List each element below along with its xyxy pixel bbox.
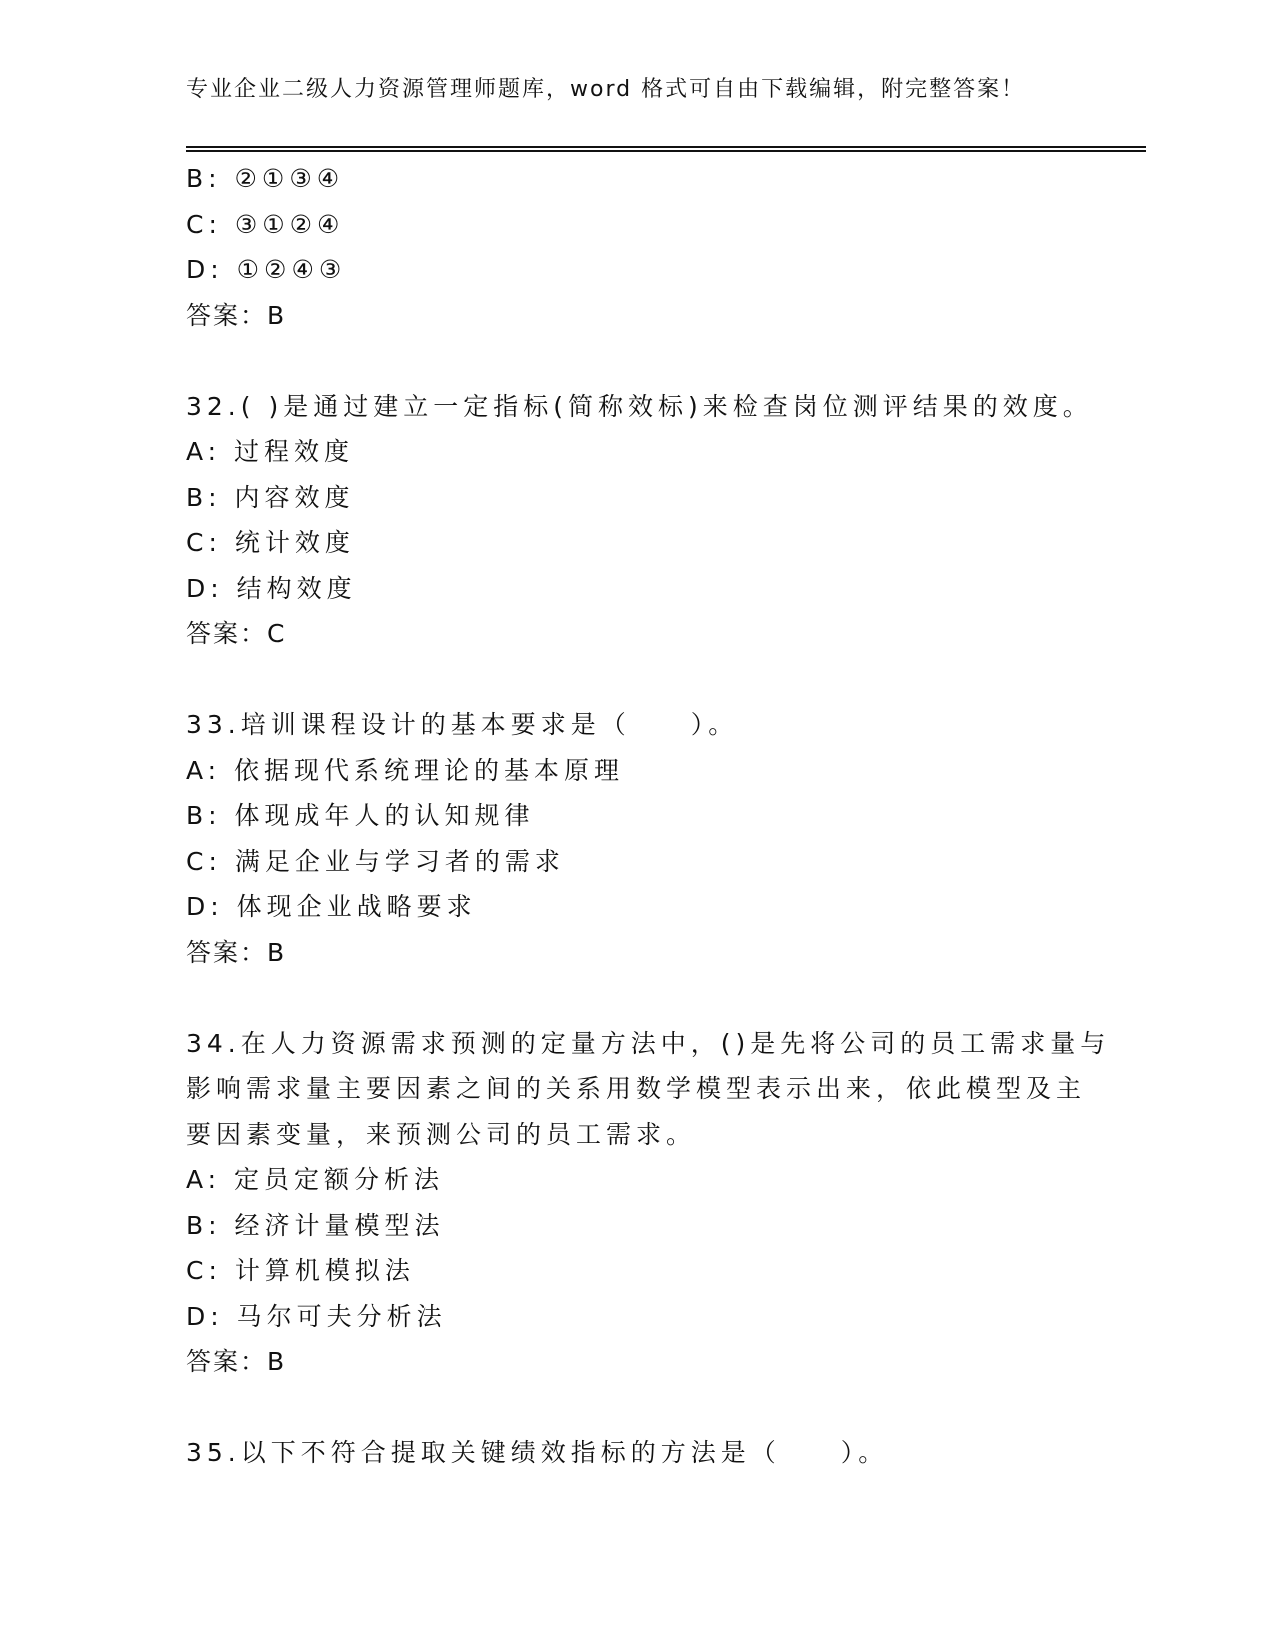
option-c: C: ③①②④: [186, 209, 345, 239]
question-33: [186, 702, 1086, 975]
option-b: B: 经济计量模型法: [186, 1210, 445, 1240]
question-31-continued: [186, 156, 1086, 338]
document-body: [186, 156, 1111, 1476]
question-34: [186, 1021, 1111, 1385]
option-a: A: 过程效度: [186, 437, 355, 466]
question-stem-line-3: 要因素变量，来预测公司的员工需求。: [186, 1119, 697, 1149]
question-stem: 33.培训课程设计的基本要求是（ ）。: [186, 710, 739, 739]
option-a: A: 依据现代系统理论的基本原理: [186, 755, 625, 785]
spacer: [186, 1385, 1086, 1431]
option-c: C: 计算机模拟法: [186, 1256, 415, 1285]
option-d: D: 结构效度: [186, 573, 357, 603]
page-header: 专业企业二级人力资源管理师题库，word 格式可自由下载编辑，附完整答案！: [186, 77, 1026, 102]
question-stem: 32.( )是通过建立一定指标(简称效标)来检查岗位测评结果的效度。: [186, 391, 1093, 421]
option-d: D: 体现企业战略要求: [186, 892, 477, 921]
option-d: D: 马尔可夫分析法: [186, 1301, 447, 1331]
answer-line: 答案：C: [186, 619, 287, 648]
answer-line: 答案：B: [186, 1347, 287, 1376]
question-stem-line-1: 34.在人力资源需求预测的定量方法中，()是先将公司的员工需求量与: [186, 1028, 1111, 1058]
option-b: B: 体现成年人的认知规律: [186, 801, 535, 830]
option-c: C: 统计效度: [186, 528, 355, 557]
option-b: B: ②①③④: [186, 164, 345, 193]
option-a: A: 定员定额分析法: [186, 1165, 445, 1194]
spacer: [186, 338, 1086, 384]
option-d: D: ①②④③: [186, 255, 347, 284]
option-c: C: 满足企业与学习者的需求: [186, 846, 565, 876]
question-32: [186, 384, 1093, 657]
spacer: [186, 657, 1086, 703]
spacer: [186, 975, 1086, 1021]
question-stem-line-2: 影响需求量主要因素之间的关系用数学模型表示出来，依此模型及主: [186, 1074, 1087, 1103]
option-b: B: 内容效度: [186, 482, 355, 512]
question-stem: 35.以下不符合提取关键绩效指标的方法是（ ）。: [186, 1438, 889, 1467]
answer-line: 答案：B: [186, 937, 287, 967]
header-rule: [186, 146, 1146, 152]
question-35: [186, 1430, 1086, 1476]
answer-line: 答案：B: [186, 300, 287, 330]
